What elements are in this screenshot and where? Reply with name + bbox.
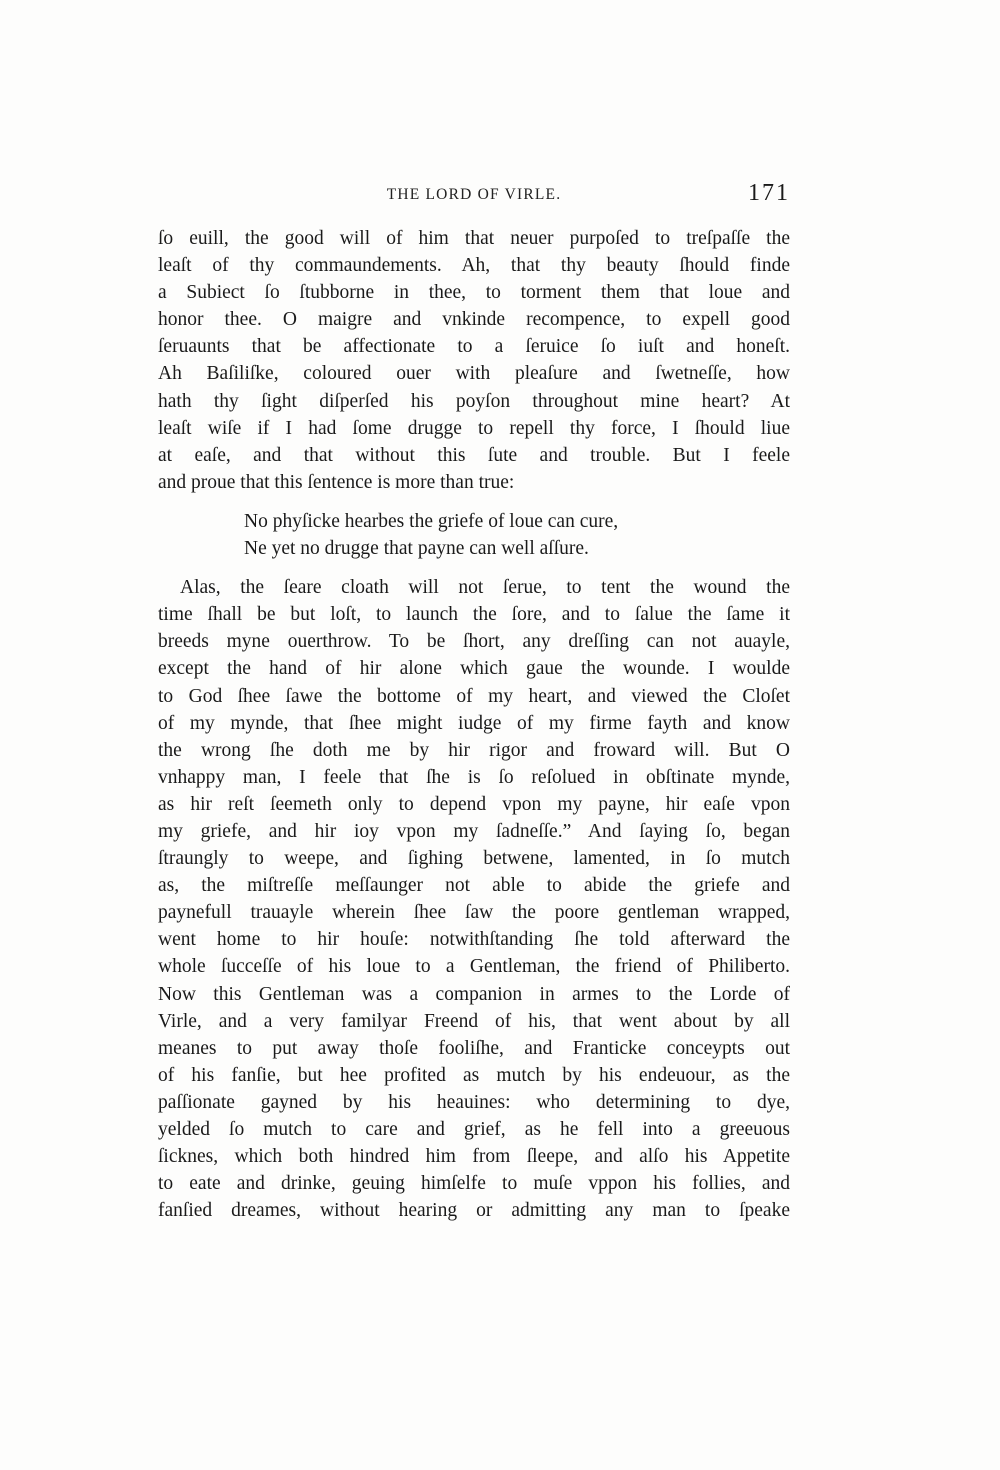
text-line: paynefull trauayle wherein ſhee ſaw the poore gentleman wrapped, xyxy=(158,902,790,924)
paragraph-2 xyxy=(158,574,790,1224)
text-line: leaſt wiſe if I had ſome drugge to repell thy force, I ſhould liue xyxy=(158,417,790,439)
text-line: my griefe, and hir ioy vpon my ſadneſſe.” And ſaying ſo, began xyxy=(158,820,790,842)
text-line: paſſionate gayned by his heauines: who determining to dye, xyxy=(158,1091,790,1113)
text-line: Alas, the ſeare cloath will not ſerue, to tent the wound the xyxy=(180,577,790,599)
text-line: went home to hir houſe: notwithſtanding ſhe told afterward the xyxy=(158,929,790,951)
text-line: of my mynde, that ſhee might iudge of my firme fayth and know xyxy=(158,712,790,734)
text-line: honor thee. O maigre and vnkinde recompence, to expell good xyxy=(158,309,790,331)
text-line: a Subiect ſo ſtubborne in thee, to torment them that loue and xyxy=(158,282,790,304)
text-line: fanſied dreames, without hearing or admitting any man to ſpeake xyxy=(158,1200,790,1222)
verse-line: No phyſicke hearbes the griefe of loue can cure, xyxy=(244,510,619,532)
text-line: ſtraungly to weepe, and ſighing betwene, lamented, in ſo mutch xyxy=(158,848,790,870)
text-line: Virle, and a very familyar Freend of his, that went about by all xyxy=(158,1010,790,1032)
page-header xyxy=(158,180,790,220)
text-line: ſicknes, which both hindred him from ſleepe, and alſo his Appetite xyxy=(158,1146,790,1168)
text-line: at eaſe, and that without this ſute and trouble. But I feele xyxy=(158,444,790,466)
text-line: as, the miſtreſſe meſſaunger not able to abide the griefe and xyxy=(158,875,790,897)
text-line: of his fanſie, but hee profited as mutch by his endeuour, as the xyxy=(158,1064,790,1086)
text-line: as hir reſt ſeemeth only to depend vpon my payne, hir eaſe vpon xyxy=(158,793,790,815)
text-line: to God ſhee ſawe the bottome of my heart, and viewed the Cloſet xyxy=(158,685,790,707)
text-line: time ſhall be but loſt, to launch the ſore, and to ſalue the ſame it xyxy=(158,604,790,626)
text-line: yelded ſo mutch to care and grief, as he fell into a greeuous xyxy=(158,1119,790,1140)
running-title: THE LORD OF VIRLE. xyxy=(386,186,562,203)
text-line: the wrong ſhe doth me by hir rigor and froward will. But O xyxy=(158,739,790,761)
text-line: Now this Gentleman was a companion in armes to the Lorde of xyxy=(158,983,790,1005)
text-line: and proue that this ſentence is more than true: xyxy=(158,471,515,493)
text-line: meanes to put away thoſe fooliſhe, and Franticke conceypts out xyxy=(158,1037,790,1059)
verse-block xyxy=(158,508,790,562)
paragraph-1 xyxy=(158,225,790,496)
verse-line: Ne yet no drugge that payne can well aſſure. xyxy=(244,538,589,560)
text-line: ſo euill, the good will of him that neuer purpoſed to treſpaſſe the xyxy=(158,228,790,249)
text-line: breeds myne ouerthrow. To be ſhort, any dreſſing can not auayle, xyxy=(158,631,790,653)
text-line: Ah Baſiliſke, coloured ouer with pleaſure and ſwetneſſe, how xyxy=(158,363,790,385)
text-line: to eate and drinke, geuing himſelfe to muſe vppon his follies, and xyxy=(158,1173,790,1195)
text-line: hath thy ſight diſperſed his poyſon throughout mine heart? At xyxy=(158,390,790,412)
text-line: leaſt of thy commaundements. Ah, that thy beauty ſhould finde xyxy=(158,255,790,277)
text-line: whole ſucceſſe of his loue to a Gentleman, the friend of Philiberto. xyxy=(158,956,790,978)
page-number: 171 xyxy=(748,180,790,206)
text-line: except the hand of hir alone which gaue the wounde. I woulde xyxy=(158,658,790,680)
body-text xyxy=(158,225,790,1224)
text-line: ſeruaunts that be affectionate to a ſeruice ſo iuſt and honeſt. xyxy=(158,336,790,358)
text-line: vnhappy man, I feele that ſhe is ſo reſolued in obſtinate mynde, xyxy=(158,766,790,788)
